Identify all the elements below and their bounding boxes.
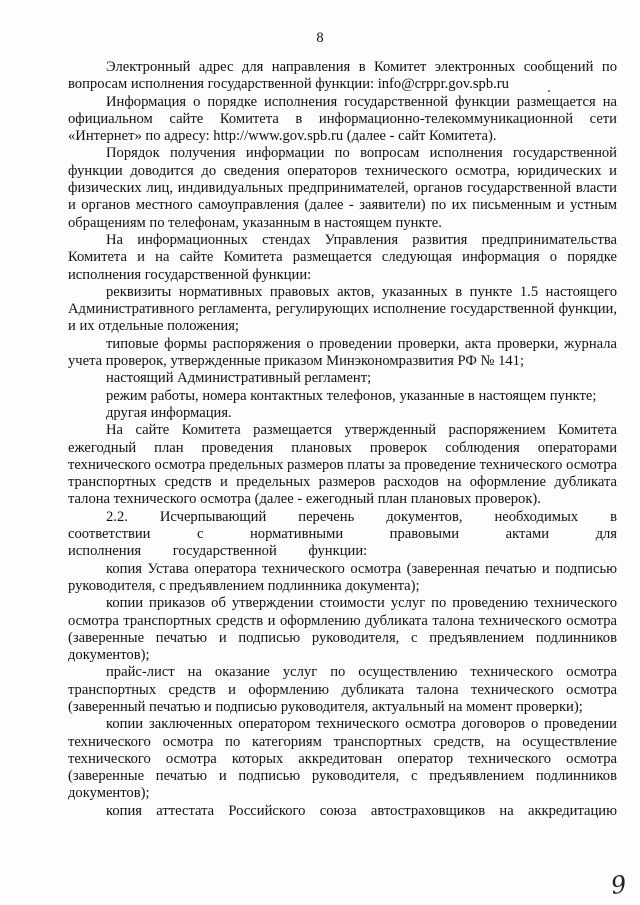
- list-item-certificate-copy: копия аттестата Российского союза автостраховщиков на аккредитацию: [106, 802, 617, 819]
- list-item-work-schedule: режим работы, номера контактных телефонов, указанные в настоящем пункте;: [106, 387, 597, 404]
- list-item-contracts-copy: копии заключенных оператором технического осмотра договоров о проведении технического осмотра по категориям транспортных средств, на осуществление технического осмотра которых аккредитован оператор технического осмотра (заверенные печатью и подписью руководителя, с предъявлением подлинников документов);: [68, 716, 617, 802]
- list-item-other-info: другая информация.: [106, 404, 232, 421]
- paragraph-info-stands: На информационных стендах Управления развития предпринимательства Комитета и на сайте Комитета размещается следующая информация о порядке исполнения государственной функции:: [68, 231, 617, 283]
- paragraph-annual-plan: На сайте Комитета размещается утвержденный распоряжением Комитета ежегодный план проведения плановых проверок соблюдения операторами технического осмотра предельных размеров платы за проведение технического осмотра транспортных средств и предельных размеров расходов на оформление дубликата талона технического осмотра (далее - ежегодный план плановых проверок).: [68, 422, 617, 508]
- paragraph-info-procedure: Порядок получения информации по вопросам исполнения государственной функции доводится до сведения операторов технического осмотра, юридических и физических лиц, индивидуальных предпринимателей, органов государственной власти и органов местного самоуправления (далее - заявители) по их письменным и устным обращениям по телефонам, указанным в настоящем пункте.: [68, 145, 617, 231]
- list-item-regulation: настоящий Административный регламент;: [106, 370, 372, 387]
- handwritten-page-mark: 9: [608, 870, 628, 900]
- paragraph-website: Информация о порядке исполнения государственной функции размещается на официальном сайте Комитета в информационно-телекоммуникационной сети «Интернет» по адресу: http://www.gov.spb.ru (далее - сайт Комитета).: [68, 93, 617, 145]
- document-body: [68, 59, 617, 820]
- list-item-orders-copy: копии приказов об утверждении стоимости услуг по проведению технического осмотра транспортных средств и оформлению дубликата талона технического осмотра (заверенные печатью и подписью руководителя, с предъявлением подлинников документов);: [68, 595, 617, 664]
- list-item-charter-copy: копия Устава оператора технического осмотра (заверенная печатью и подписью руководителя, с предъявлением подлинника документа);: [68, 560, 617, 594]
- list-item-standard-forms: типовые формы распоряжения о проведении проверки, акта проверки, журнала учета проверок, утвержденные приказом Минэкономразвития РФ № 141;: [68, 335, 617, 370]
- paragraph-email: Электронный адрес для направления в Комитет электронных сообщений по вопросам исполнения государственной функции: info@crppr.gov.spb.ru: [68, 59, 617, 93]
- list-item-legal-acts: реквизиты нормативных правовых актов, указанных в пункте 1.5 настоящего Административного регламента, регулирующих исполнение государственной функции, и их отдельные положения;: [68, 283, 617, 335]
- list-item-price-list: прайс-лист на оказание услуг по осуществлению технического осмотра транспортных средств и оформлению дубликата талона технического осмотра (заверенный печатью и подписью руководителя, актуальный на момент проверки);: [68, 664, 617, 715]
- section-2-2-heading: 2.2. Исчерпывающий перечень документов, необходимых в соответствии с нормативными правовыми актами для исполнения государственной функции:: [68, 508, 617, 560]
- page-number: 8: [316, 30, 324, 46]
